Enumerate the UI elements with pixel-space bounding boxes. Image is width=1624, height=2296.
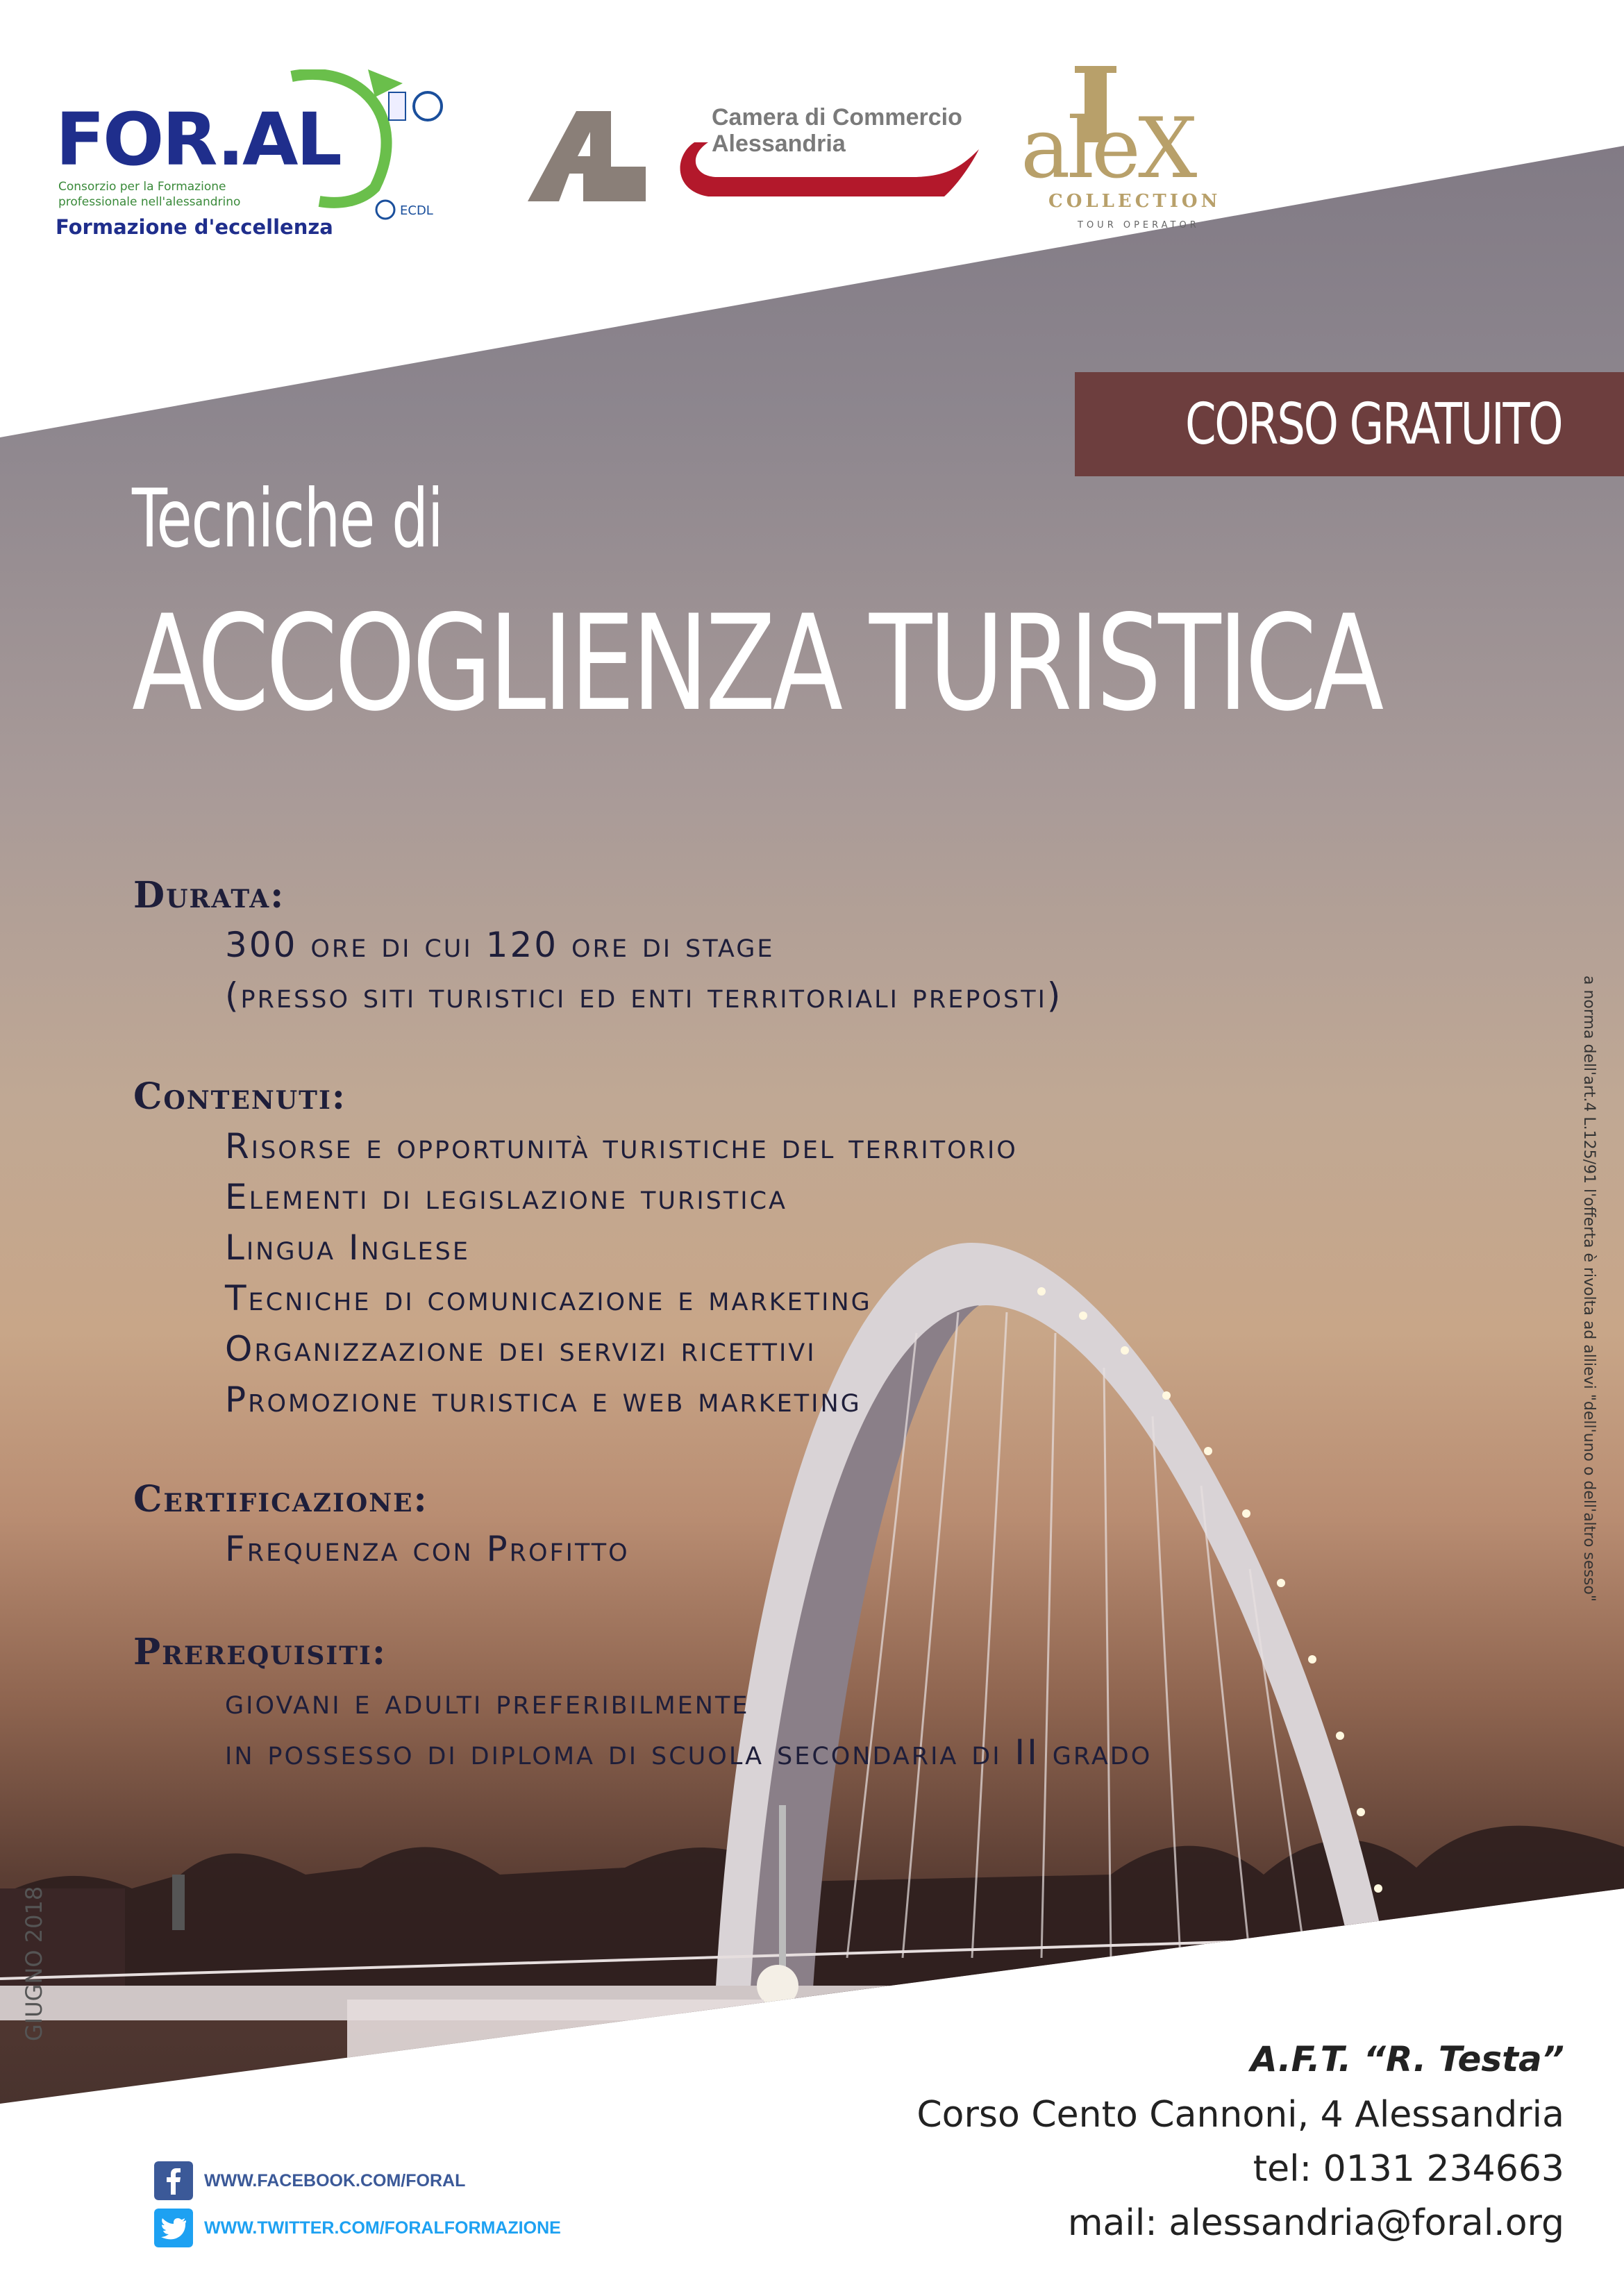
barrier — [347, 2000, 764, 2097]
foral-logo — [56, 69, 361, 250]
camera-line-1: Camera di Commercio — [712, 104, 962, 131]
section-line: Tecniche di comunicazione e marketing — [225, 1278, 872, 1318]
section-line: Lingua Inglese — [225, 1227, 470, 1268]
contact-phone[interactable]: tel: 0131 234663 — [1253, 2148, 1564, 2190]
section-contenuti — [133, 1073, 1018, 1425]
section-durata — [133, 871, 1062, 1021]
al-logo — [521, 104, 653, 208]
foral-subtitle: Consorzio per la Formazione professionale nell'alessandrino — [58, 180, 241, 209]
section-heading: Prerequisiti: — [133, 1631, 387, 1673]
sign-pole — [779, 1805, 786, 1993]
section-line: in possesso di diploma di scuola secondaria di II grado — [225, 1732, 1153, 1773]
twitter-url[interactable]: WWW.TWITTER.COM/FORALFORMAZIONE — [204, 2218, 561, 2238]
alex-collection-label: COLLECTION — [1048, 191, 1221, 212]
section-line: Organizzazione dei servizi ricettivi — [225, 1329, 817, 1369]
title-line-2: ACCOGLIENZA TURISTICA — [132, 587, 1381, 740]
facebook-link[interactable] — [154, 2161, 465, 2200]
section-line: Frequenza con Profitto — [225, 1529, 630, 1569]
bridge-deck — [0, 1986, 1624, 2020]
contact-email[interactable]: mail: alessandria@foral.org — [1067, 2202, 1564, 2244]
twitter-link[interactable] — [154, 2209, 561, 2247]
section-heading: Durata: — [133, 874, 285, 916]
section-line: giovani e adulti preferibilmente — [225, 1682, 750, 1722]
twitter-icon — [154, 2209, 193, 2247]
section-line: Promozione turistica e web marketing — [225, 1380, 862, 1420]
date-note-text: GIUGNO 2018 — [21, 1886, 47, 2041]
certification-icon — [375, 87, 458, 128]
alex-collection-logo — [1021, 66, 1243, 240]
alex-wordmark: aleX — [1021, 101, 1195, 197]
legal-side-note — [1580, 975, 1596, 1698]
free-course-badge — [1075, 372, 1624, 476]
facebook-icon — [154, 2161, 193, 2200]
al-logo-icon — [521, 104, 653, 208]
camera-commercio-logo — [667, 101, 979, 212]
camera-commercio-name — [712, 104, 962, 157]
facebook-url[interactable]: WWW.FACEBOOK.COM/FORAL — [204, 2170, 466, 2190]
legal-side-note-text: a norma dell'art.4 L.125/91 l'offerta è rivolta ad allievi "dell'uno o dell'altro sesso" — [1580, 975, 1598, 1602]
section-line: Risorse e opportunità turistiche del territorio — [225, 1126, 1018, 1166]
contact-address: Corso Cento Cannoni, 4 Alessandria — [916, 2094, 1564, 2136]
contact-org: A.F.T. “R. Testa” — [1250, 2039, 1564, 2079]
camera-line-2: Alessandria — [712, 131, 846, 157]
contact-block — [916, 2031, 1564, 2250]
title-line-1: Tecniche di — [132, 472, 443, 566]
alex-tour-label: TOUR OPERATOR — [1078, 220, 1200, 231]
foral-tagline: Formazione d'eccellenza — [56, 215, 333, 239]
section-certificazione — [133, 1475, 630, 1575]
section-line: 300 ore di cui 120 ore di stage — [225, 925, 775, 965]
ecdl-icon — [375, 199, 396, 220]
badge-label: CORSO GRATUITO — [1184, 392, 1562, 458]
section-heading: Contenuti: — [133, 1075, 347, 1118]
section-prerequisiti — [133, 1628, 1152, 1778]
certification-logos — [375, 87, 458, 226]
section-line: Elementi di legislazione turistica — [225, 1177, 787, 1217]
ecdl-label: ECDL — [400, 203, 433, 218]
section-heading: Certificazione: — [133, 1478, 428, 1520]
foral-wordmark: FOR.AL — [56, 97, 340, 182]
section-line: (presso siti turistici ed enti territoriali preposti) — [225, 975, 1063, 1016]
traffic-light — [172, 1875, 185, 1930]
